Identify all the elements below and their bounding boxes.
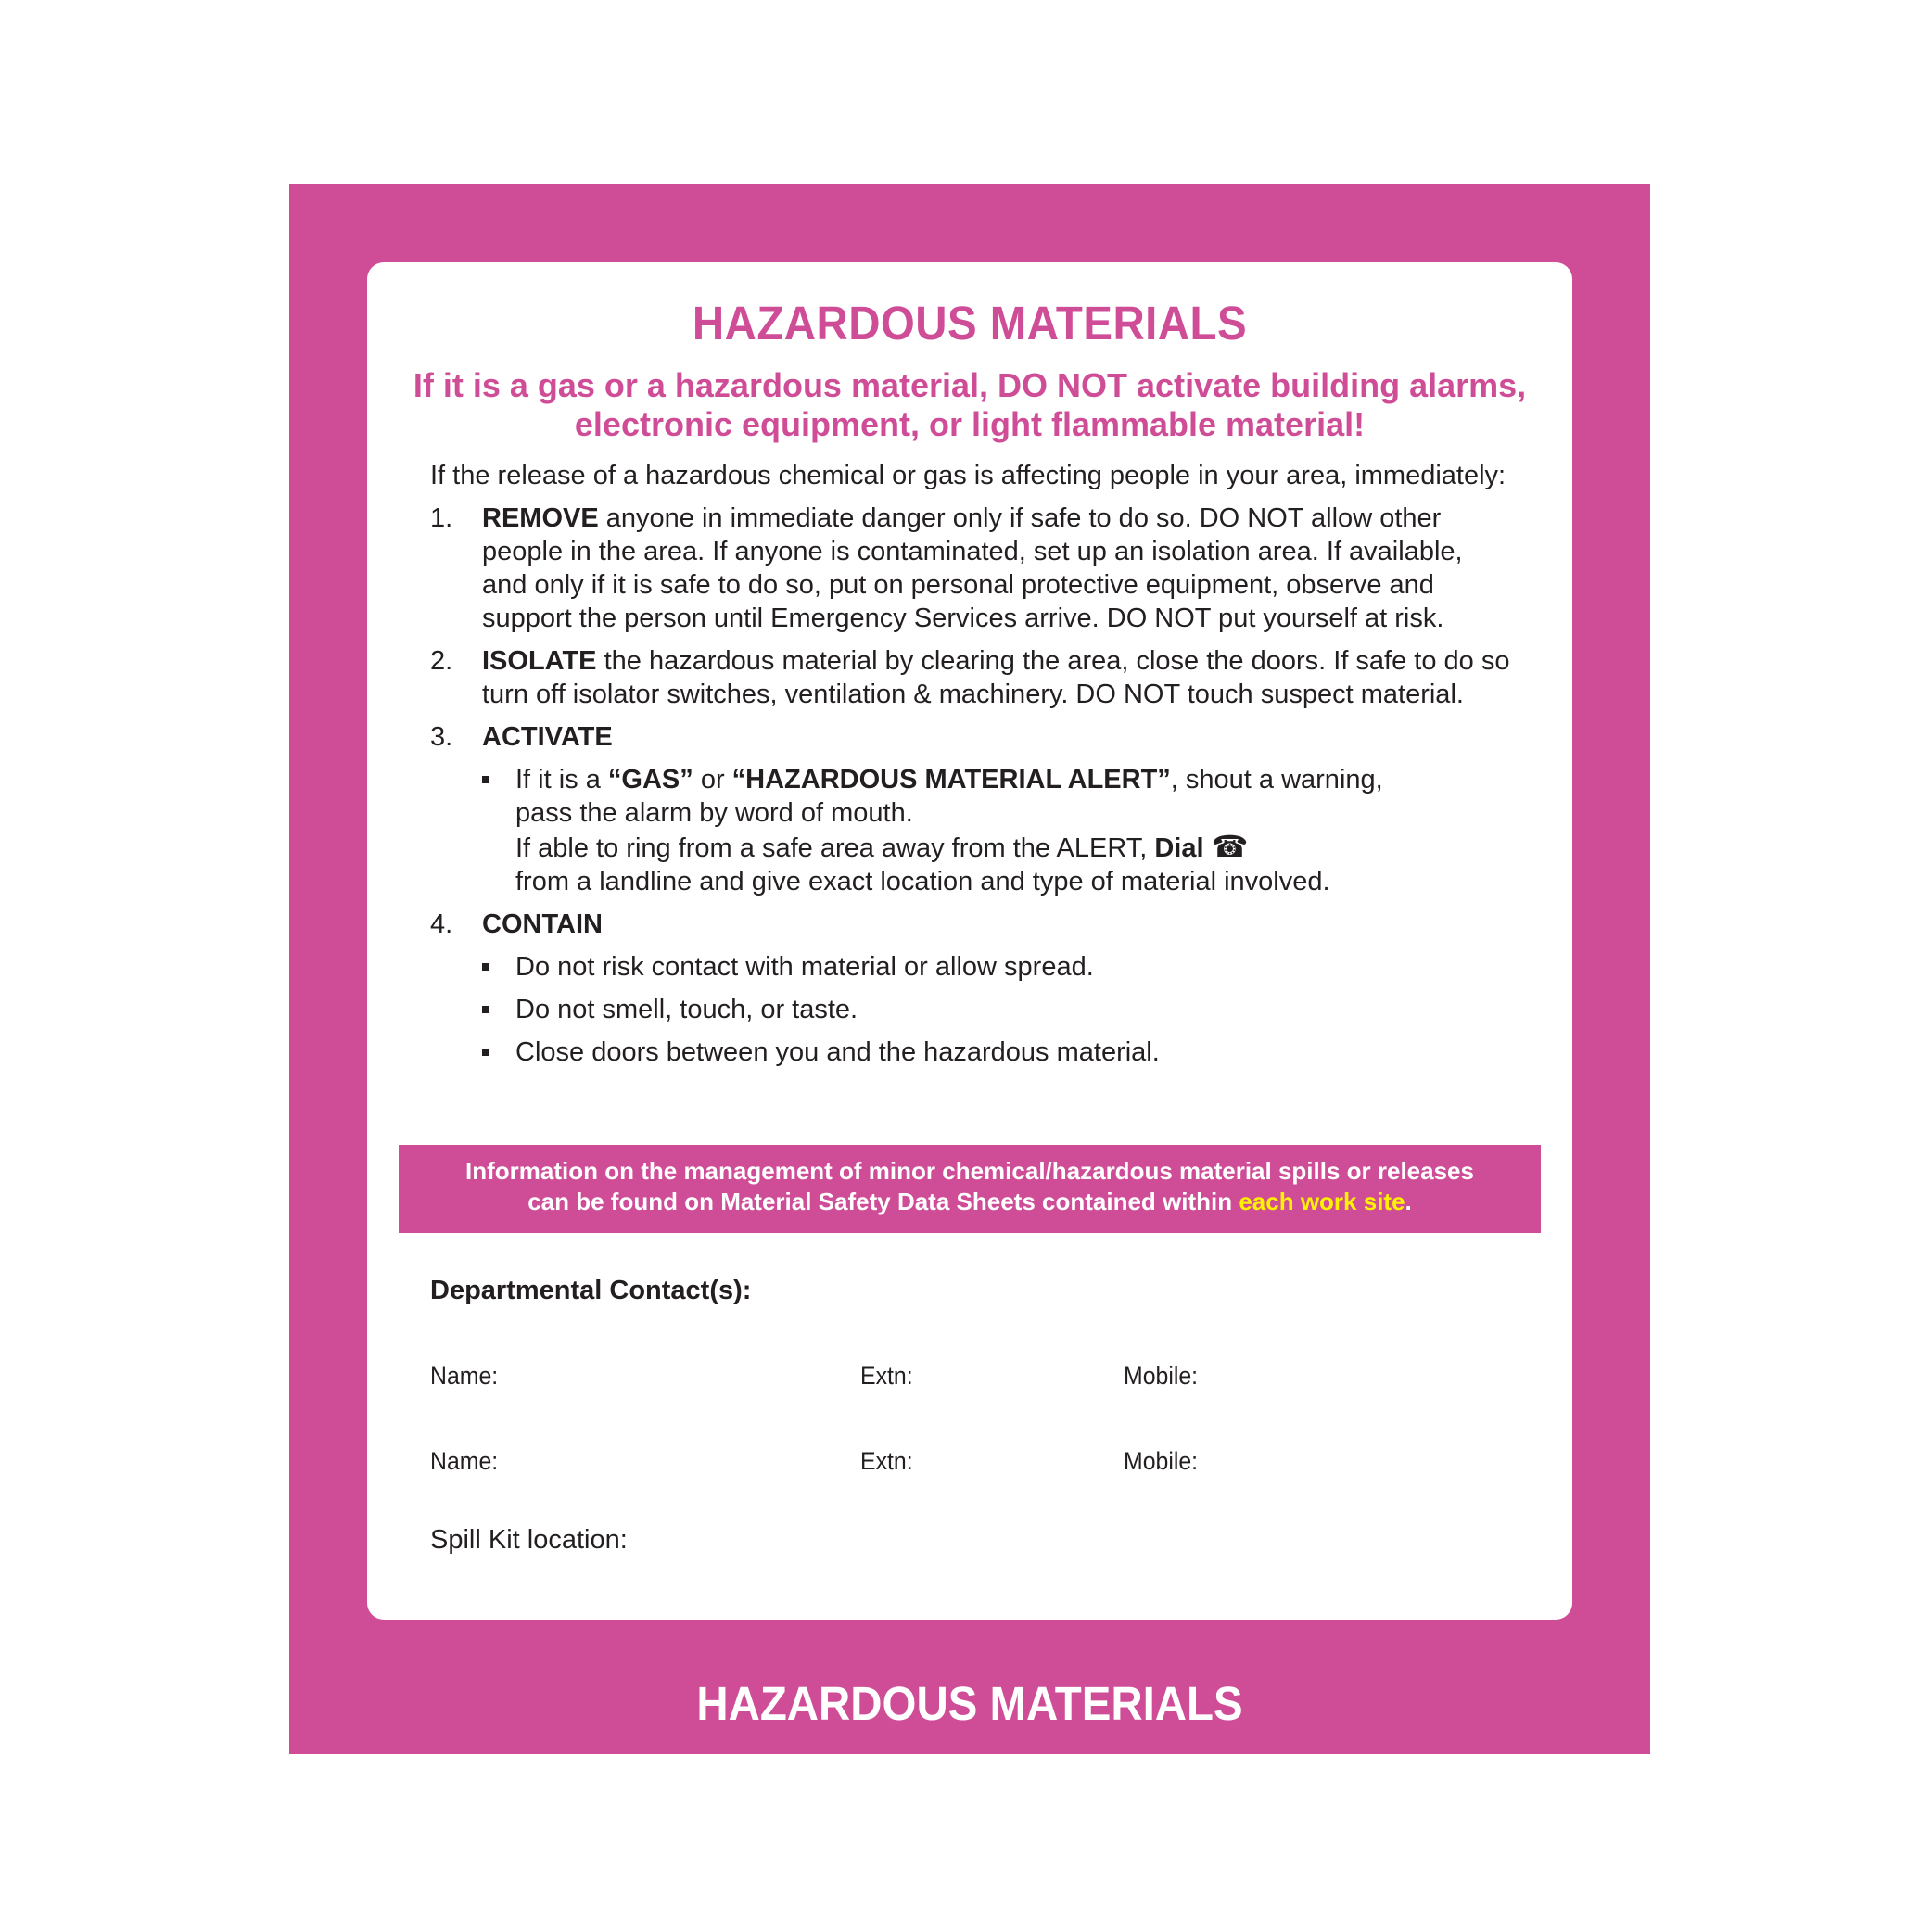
intro-text: If the release of a hazardous chemical or gas is affecting people in your area, immediately: [430,461,1506,490]
step-activate [430,720,1535,754]
bullet-icon [482,776,489,783]
contain-bullets [430,950,1535,1069]
bullet-icon [482,1006,489,1013]
bullet-icon [482,963,489,971]
step-isolate [430,644,1535,711]
step-contain [430,908,1535,941]
step-number: 1. [430,503,453,533]
step-remove [430,502,1535,635]
step-keyword: ACTIVATE [482,722,613,752]
footer-title: HAZARDOUS MATERIALS [696,1677,1243,1730]
step-number: 3. [430,722,453,752]
name-label: Name: [430,1447,499,1475]
bullet-icon [482,1049,489,1056]
list-item: If it is a “GAS” or “HAZARDOUS MATERIAL ALERT”, shout a warning, [515,763,1535,796]
step-keyword: ISOLATE [482,646,597,676]
activate-bullets [430,763,1535,898]
step-text: the hazardous material by clearing the area, close the doors. If safe to do so turn off isolator switches, ventilation & machinery. DO NOT touch suspect material. [482,646,1510,709]
step-keyword: CONTAIN [482,909,603,939]
list-item-continued: pass the alarm by word of mouth. [515,798,913,828]
step-text: anyone in immediate danger only if safe to do so. DO NOT allow other people in the area. If anyone is contaminated, set up an isolation area. If available, and only if it is safe to do so, put on personal protective equipment, observe and support the person until Emergency Services arrive. DO NOT put yourself at risk. [482,503,1463,633]
list-item: Do not smell, touch, or taste. [515,993,1535,1026]
extn-label: Extn: [860,1362,913,1390]
extn-label: Extn: [860,1447,913,1475]
telephone-icon: ☎ [1211,830,1249,863]
list-item-continued: from a landline and give exact location and type of material involved. [515,867,1330,896]
info-banner [399,1145,1541,1233]
mobile-label: Mobile: [1124,1447,1199,1475]
highlight-text: each work site [1239,1188,1405,1215]
warning-text: If it is a gas or a hazardous material, DO NOT activate building alarms, electronic equipment, or light flammable material! [413,366,1527,443]
content-panel [367,262,1572,1620]
list-item: Do not risk contact with material or allow spread. [515,950,1535,984]
step-number: 4. [430,909,453,939]
mobile-label: Mobile: [1124,1362,1199,1390]
name-label: Name: [430,1362,499,1390]
page-title: HAZARDOUS MATERIALS [692,297,1248,350]
step-number: 2. [430,646,453,676]
list-item: Close doors between you and the hazardous material. [515,1036,1535,1069]
poster [289,184,1650,1754]
instructions [430,459,1535,1069]
step-keyword: REMOVE [482,503,599,533]
contacts-heading: Departmental Contact(s): [430,1276,752,1305]
info-line-1: Information on the management of minor chemical/hazardous material spills or releases [465,1157,1474,1185]
list-item-continued: If able to ring from a safe area away from the ALERT, Dial ☎ [515,830,1249,863]
info-line-2: can be found on Material Safety Data Sheets contained within each work site. [527,1188,1412,1215]
spill-kit-label: Spill Kit location: [430,1525,628,1555]
